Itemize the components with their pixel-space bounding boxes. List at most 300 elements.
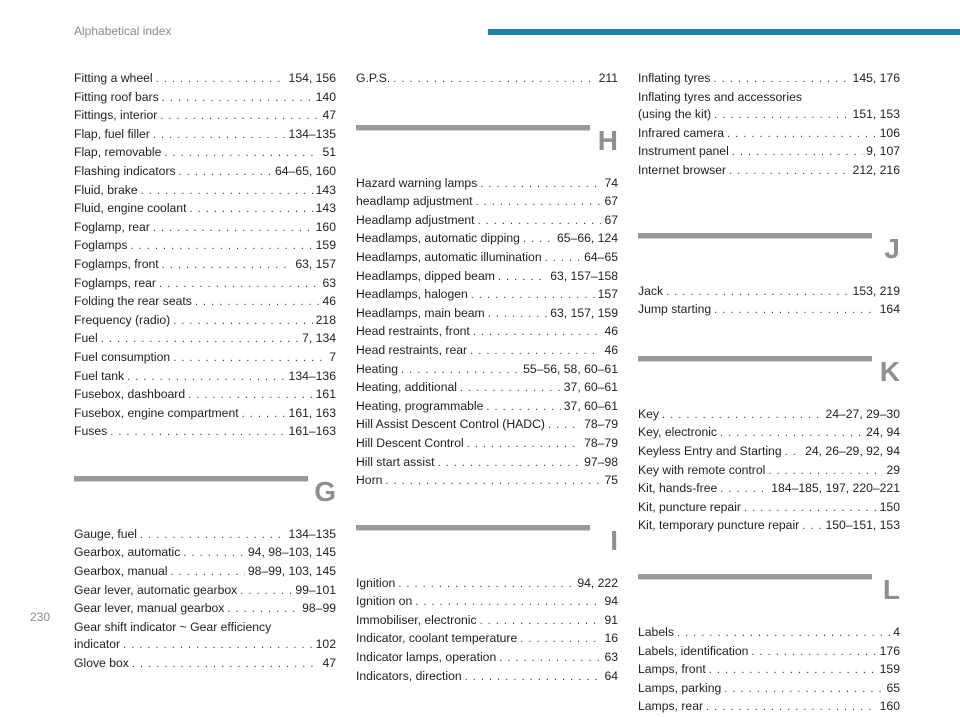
- index-term: Flap, removable: [74, 145, 162, 160]
- index-entry: [74, 526, 336, 545]
- dot-leader: [662, 407, 822, 425]
- index-entry: [74, 312, 336, 331]
- index-page-refs: 91: [604, 612, 618, 627]
- index-page-refs: 94: [604, 594, 618, 609]
- index-entry: [74, 600, 336, 619]
- index-entry: [356, 435, 618, 454]
- dot-leader: [476, 194, 602, 212]
- index-page-refs: 47: [322, 656, 336, 671]
- index-entry: [638, 443, 900, 462]
- index-term: Fitting a wheel: [74, 71, 153, 85]
- index-entry: [638, 283, 900, 302]
- index-term: Labels: [638, 624, 674, 639]
- index-term: Key with remote control: [638, 462, 766, 477]
- index-term: Kit, puncture repair: [638, 499, 741, 514]
- dot-leader: [415, 594, 601, 612]
- dot-leader: [127, 369, 285, 387]
- dot-leader: [164, 145, 319, 163]
- index-page-refs: 29: [886, 462, 900, 477]
- index-term: Headlamps, automatic illumination: [356, 249, 542, 264]
- index-term: Foglamps: [74, 238, 128, 253]
- index-term: Lamps, parking: [638, 680, 722, 695]
- index-entry: [356, 286, 618, 305]
- dot-leader: [714, 302, 877, 320]
- index-page-refs: 24–27, 29–30: [825, 406, 900, 421]
- section-divider: [638, 356, 872, 361]
- index-page-refs: 161–163: [288, 424, 336, 439]
- index-term: Ignition: [356, 575, 396, 590]
- index-entry: [356, 268, 618, 287]
- index-page-refs: 47: [322, 108, 336, 123]
- dot-leader: [486, 399, 560, 417]
- dot-leader: [141, 183, 313, 201]
- index-term: Hazard warning lamps: [356, 175, 478, 190]
- index-entry: [638, 480, 900, 499]
- index-term: Folding the rear seats: [74, 294, 192, 309]
- index-term: Fusebox, engine compartment: [74, 405, 239, 420]
- index-entry: [356, 398, 618, 417]
- index-term: Fusebox, dashboard: [74, 387, 186, 402]
- index-page-refs: 160: [315, 219, 336, 234]
- section-divider: [356, 125, 590, 130]
- index-page-refs: 63, 157–158: [550, 268, 618, 283]
- index-term: Head restraints, front: [356, 324, 470, 339]
- index-page-refs: 65: [886, 680, 900, 695]
- index-entry: [356, 230, 618, 249]
- index-page-refs: 16: [604, 631, 618, 646]
- dot-leader: [132, 656, 320, 674]
- index-page-refs: 46: [604, 324, 618, 339]
- dot-leader: [162, 257, 293, 275]
- index-page-refs: 37, 60–61: [563, 398, 618, 413]
- index-term: Headlamps, halogen: [356, 287, 468, 302]
- dot-leader: [751, 644, 876, 662]
- index-entry: [74, 70, 336, 89]
- index-term: Headlamps, main beam: [356, 305, 485, 320]
- section-letter: I: [610, 524, 618, 556]
- index-entry-text: Inflating tyres and accessories: [638, 89, 802, 104]
- dot-leader: [153, 220, 313, 238]
- index-page-refs: 150: [879, 499, 900, 514]
- section-header-g: [74, 464, 336, 520]
- index-page-refs: 51: [322, 145, 336, 160]
- index-entry: [74, 386, 336, 405]
- index-term: Lamps, front: [638, 662, 706, 677]
- index-page-refs: 99–101: [295, 582, 336, 597]
- index-term: Foglamp, rear: [74, 219, 150, 234]
- dot-leader: [545, 250, 581, 268]
- dot-leader: [724, 681, 883, 699]
- index-group-gps: [356, 70, 618, 89]
- index-page-refs: 97–98: [584, 454, 618, 469]
- index-page-refs: 150–151, 153: [825, 518, 900, 533]
- dot-leader: [467, 436, 581, 454]
- index-entry: [74, 237, 336, 256]
- dot-leader: [480, 613, 602, 631]
- section-letter: G: [314, 475, 336, 507]
- index-entry: [356, 593, 618, 612]
- section-header-k: [638, 344, 900, 400]
- index-term: Labels, identification: [638, 643, 749, 658]
- index-group-k: [638, 406, 900, 536]
- index-group-i-cont: [638, 70, 900, 89]
- index-term: Heating, additional: [356, 380, 457, 395]
- dot-leader: [473, 324, 602, 342]
- dot-leader: [110, 424, 285, 442]
- index-entry: [356, 416, 618, 435]
- index-entry: [638, 517, 900, 536]
- index-page-refs: 24, 26–29, 92, 94: [805, 443, 900, 458]
- dot-leader: [720, 425, 863, 443]
- index-entry: [638, 462, 900, 481]
- index-term: Immobiliser, electronic: [356, 612, 477, 627]
- index-term: Glove box: [74, 656, 129, 671]
- index-page-refs: 67: [604, 212, 618, 227]
- index-page-refs: 94, 222: [577, 575, 618, 590]
- index-entry: [356, 472, 618, 491]
- index-entry: [74, 219, 336, 238]
- dot-leader: [398, 576, 574, 594]
- index-term: Headlamps, dipped beam: [356, 268, 495, 283]
- index-entry: [356, 575, 618, 594]
- index-entry: [638, 406, 900, 425]
- dot-leader: [171, 564, 245, 582]
- index-page-refs: 153, 219: [852, 283, 900, 298]
- dot-leader: [131, 238, 313, 256]
- index-term: Ignition on: [356, 594, 413, 609]
- index-entry: [74, 423, 336, 442]
- index-entry: [74, 182, 336, 201]
- index-page-refs: 63: [604, 650, 618, 665]
- index-entry: [74, 405, 336, 424]
- index-term: Gear lever, automatic gearbox: [74, 582, 238, 597]
- index-column-2: [356, 70, 618, 686]
- dot-leader: [401, 362, 520, 380]
- index-entry: [638, 698, 900, 717]
- index-entry: [638, 106, 900, 125]
- index-entry: [638, 125, 900, 144]
- dot-leader: [153, 127, 286, 145]
- index-term: headlamp adjustment: [356, 194, 473, 209]
- index-entry: [638, 301, 900, 320]
- dot-leader: [156, 71, 286, 89]
- dot-leader: [470, 343, 601, 361]
- section-divider: [74, 476, 308, 481]
- index-entry: [74, 582, 336, 601]
- section-letter: K: [879, 355, 900, 387]
- dot-leader: [488, 306, 548, 324]
- index-page-refs: 102: [315, 637, 336, 652]
- index-entry: [74, 89, 336, 108]
- index-entry: [356, 305, 618, 324]
- index-entry: [74, 544, 336, 563]
- index-page-refs: 64–65, 160: [275, 163, 336, 178]
- index-page-refs: 9, 107: [866, 144, 900, 159]
- index-page-refs: 63, 157: [295, 256, 336, 271]
- index-term: Frequency (radio): [74, 312, 171, 327]
- dot-leader: [242, 406, 286, 424]
- index-page-refs: 161: [315, 387, 336, 402]
- index-page-refs: 24, 94: [866, 425, 900, 440]
- index-entry: [74, 107, 336, 126]
- index-term: Kit, temporary puncture repair: [638, 518, 800, 533]
- index-term: Fluid, engine coolant: [74, 201, 187, 216]
- index-page-refs: 159: [315, 238, 336, 253]
- dot-leader: [709, 662, 877, 680]
- index-column-1: [74, 70, 336, 674]
- index-page-refs: 134–136: [288, 368, 336, 383]
- index-entry: [356, 249, 618, 268]
- index-term: Lamps, rear: [638, 699, 704, 714]
- dot-leader: [189, 201, 312, 219]
- dot-leader: [173, 350, 326, 368]
- index-entry: [638, 70, 900, 89]
- index-page-refs: 164: [879, 302, 900, 317]
- section-divider: [638, 233, 872, 238]
- index-page-refs: 7: [329, 349, 336, 364]
- dot-leader: [714, 107, 849, 125]
- index-entry: [356, 361, 618, 380]
- index-entry: [74, 256, 336, 275]
- index-term: Foglamps, rear: [74, 275, 156, 290]
- index-entry: [74, 275, 336, 294]
- index-page-refs: 37, 60–61: [563, 380, 618, 395]
- index-entry: [74, 368, 336, 387]
- dot-leader: [160, 108, 319, 126]
- index-page-refs: 94, 98–103, 145: [247, 545, 336, 560]
- index-page-refs: 212, 216: [852, 162, 900, 177]
- dot-leader: [744, 500, 877, 518]
- index-page-refs: 98–99: [302, 601, 336, 616]
- dot-leader: [523, 231, 554, 249]
- index-page-refs: 63: [322, 275, 336, 290]
- dot-leader: [140, 527, 286, 545]
- index-term: Hill Descent Control: [356, 435, 464, 450]
- index-entry: [638, 680, 900, 699]
- index-term: Fuel tank: [74, 368, 125, 383]
- index-term: indicator: [74, 637, 121, 652]
- index-term: Gearbox, manual: [74, 564, 168, 579]
- section-header-j: [638, 221, 900, 277]
- dot-leader: [227, 601, 299, 619]
- index-entry: [74, 636, 336, 655]
- index-term: Jack: [638, 283, 664, 298]
- index-page-refs: 218: [315, 312, 336, 327]
- index-page-refs: 46: [604, 342, 618, 357]
- index-term: Heating: [356, 361, 399, 376]
- dot-leader: [666, 284, 849, 302]
- index-page-refs: 78–79: [584, 417, 618, 432]
- index-page-refs: 143: [315, 182, 336, 197]
- section-letter: J: [884, 232, 900, 264]
- index-term: Fluid, brake: [74, 182, 138, 197]
- dot-leader: [179, 164, 272, 182]
- index-page-refs: 159: [879, 662, 900, 677]
- dot-leader: [460, 380, 561, 398]
- index-page-refs: 157: [597, 287, 618, 302]
- index-page-refs: 134–135: [288, 126, 336, 141]
- index-entry: [74, 349, 336, 368]
- index-term: Heating, programmable: [356, 398, 484, 413]
- index-page-refs: 151, 153: [852, 107, 900, 122]
- index-page-refs: 143: [315, 201, 336, 216]
- index-entry: [74, 200, 336, 219]
- index-entry: [356, 668, 618, 687]
- header-accent-bar: [488, 29, 960, 35]
- index-entry: [356, 454, 618, 473]
- index-group-h: [356, 175, 618, 491]
- index-term: Head restraints, rear: [356, 342, 468, 357]
- index-term: Gearbox, automatic: [74, 545, 181, 560]
- index-term: G.P.S.: [356, 71, 391, 85]
- dot-leader: [768, 463, 883, 481]
- dot-leader: [465, 669, 602, 687]
- page-header-title: Alphabetical index: [74, 24, 172, 38]
- index-group-i: [356, 575, 618, 687]
- dot-leader: [478, 213, 602, 231]
- index-page-refs: 65–66, 124: [557, 231, 618, 246]
- index-entry: [356, 649, 618, 668]
- index-term: Key: [638, 406, 660, 421]
- index-page-refs: 64: [604, 668, 618, 683]
- dot-leader: [499, 650, 601, 668]
- dot-leader: [729, 163, 849, 181]
- dot-leader: [785, 444, 802, 462]
- index-term: Kit, hands-free: [638, 481, 718, 496]
- index-page-refs: 74: [604, 175, 618, 190]
- index-page-refs: 154, 156: [288, 71, 336, 85]
- dot-leader: [173, 313, 312, 331]
- index-term: Hill start assist: [356, 454, 435, 469]
- index-term: Hill Assist Descent Control (HADC): [356, 417, 545, 432]
- index-entry: [638, 499, 900, 518]
- index-entry: [638, 424, 900, 443]
- index-term: Flashing indicators: [74, 163, 176, 178]
- index-group-l: [638, 624, 900, 717]
- section-header-h: [356, 113, 618, 169]
- index-term: Horn: [356, 473, 383, 488]
- index-page-refs: 106: [879, 125, 900, 140]
- dot-leader: [101, 331, 299, 349]
- index-term: Headlamps, automatic dipping: [356, 231, 520, 246]
- index-group-j: [638, 283, 900, 320]
- index-page-refs: 184–185, 197, 220–221: [771, 481, 900, 496]
- index-term: Instrument panel: [638, 144, 729, 159]
- index-term: (using the kit): [638, 107, 712, 122]
- index-entry: [356, 212, 618, 231]
- index-entry: [74, 330, 336, 349]
- dot-leader: [802, 518, 822, 536]
- index-page-refs: 140: [315, 89, 336, 104]
- dot-leader: [480, 176, 601, 194]
- dot-leader: [162, 90, 313, 108]
- dot-leader: [727, 126, 877, 144]
- index-entry: [638, 643, 900, 662]
- index-page-refs: 211: [598, 71, 618, 85]
- index-term: Fuel consumption: [74, 349, 171, 364]
- dot-leader: [713, 71, 849, 89]
- index-term: Fuses: [74, 424, 108, 439]
- index-entry: [356, 379, 618, 398]
- index-page-refs: 161, 163: [288, 405, 336, 420]
- index-page-refs: 67: [604, 194, 618, 209]
- dot-leader: [720, 481, 768, 499]
- index-entry: [356, 612, 618, 631]
- index-term: Headlamp adjustment: [356, 212, 475, 227]
- index-group-g: [74, 526, 336, 619]
- index-page-refs: 46: [322, 294, 336, 309]
- dot-leader: [548, 417, 581, 435]
- index-term: Key, electronic: [638, 425, 718, 440]
- section-divider: [356, 525, 590, 530]
- index-term: Infrared camera: [638, 125, 725, 140]
- dot-leader: [188, 387, 313, 405]
- index-entry: [74, 126, 336, 145]
- dot-leader: [123, 637, 313, 655]
- index-page-refs: 98–99, 103, 145: [247, 564, 336, 579]
- index-page-refs: 176: [879, 643, 900, 658]
- index-term: Foglamps, front: [74, 256, 159, 271]
- index-page-refs: 78–79: [584, 435, 618, 450]
- index-term: Internet browser: [638, 162, 727, 177]
- section-header-i: [356, 513, 618, 569]
- index-group-g-cont: [74, 636, 336, 673]
- index-term: Inflating tyres: [638, 71, 711, 85]
- index-entry: [638, 162, 900, 181]
- index-entry: [74, 655, 336, 674]
- dot-leader: [183, 545, 245, 563]
- index-entry: [74, 163, 336, 182]
- dot-leader: [732, 144, 863, 162]
- index-entry: [356, 323, 618, 342]
- index-page-refs: 160: [879, 699, 900, 714]
- index-term: Fitting roof bars: [74, 89, 159, 104]
- index-page-refs: 145, 176: [852, 71, 900, 85]
- index-entry: [74, 293, 336, 312]
- dot-leader: [706, 699, 877, 717]
- index-term: Indicator, coolant temperature: [356, 631, 518, 646]
- section-letter: H: [597, 124, 618, 156]
- index-entry: [638, 661, 900, 680]
- index-entry: [638, 143, 900, 162]
- index-entry: [74, 144, 336, 163]
- index-term: Gauge, fuel: [74, 526, 138, 541]
- dot-leader: [438, 455, 582, 473]
- dot-leader: [393, 71, 595, 89]
- index-column-3: [638, 70, 900, 717]
- index-entry: [356, 342, 618, 361]
- index-term: Flap, fuel filler: [74, 126, 150, 141]
- index-page-refs: 7, 134: [302, 331, 336, 346]
- index-page-refs: 64–65: [584, 249, 618, 264]
- index-group-i-cont2: [638, 106, 900, 180]
- index-term: Jump starting: [638, 302, 712, 317]
- index-group-f: [74, 70, 336, 442]
- index-term: Indicators, direction: [356, 668, 462, 683]
- index-entry: [356, 175, 618, 194]
- dot-leader: [240, 583, 292, 601]
- page-number: 230: [30, 610, 51, 624]
- index-term: Gear lever, manual gearbox: [74, 601, 225, 616]
- section-divider: [638, 574, 872, 579]
- index-page-refs: 75: [604, 473, 618, 488]
- index-term: Fuel: [74, 331, 98, 346]
- index-page-refs: 134–135: [288, 526, 336, 541]
- index-entry: [356, 70, 618, 89]
- section-letter: L: [882, 573, 900, 605]
- dot-leader: [159, 276, 319, 294]
- dot-leader: [385, 473, 601, 491]
